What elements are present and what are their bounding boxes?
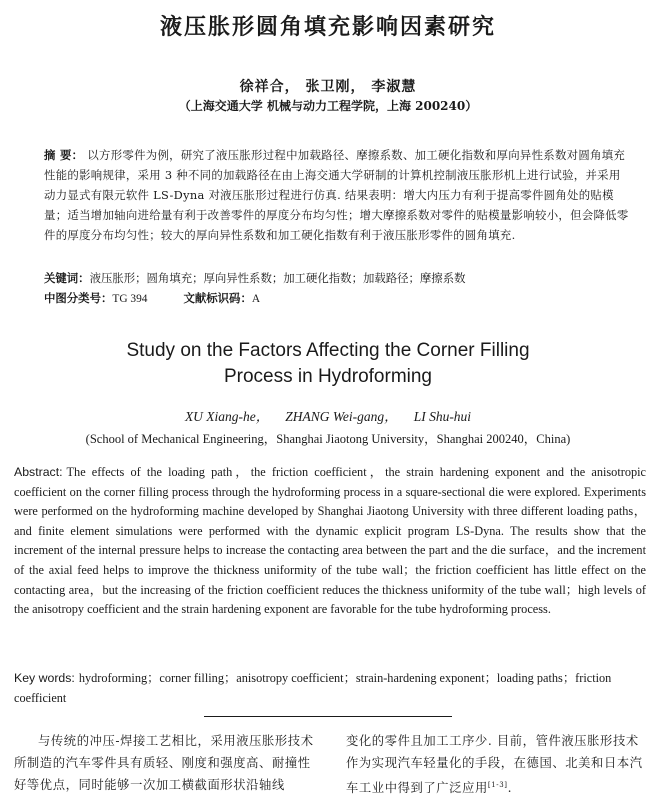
english-keywords-text: hydroforming；corner filling；anisotropy coefficient；strain-hardening exponent；loading paths；friction coefficient [14,671,612,705]
english-author-2: ZHANG Wei-gang， [285,409,398,424]
english-title-line-1: Study on the Factors Affecting the Corner Filling [126,340,530,361]
english-abstract [14,463,646,620]
chinese-abstract-text: 以方形零件为例，研究了液压胀形过程中加载路径、摩擦系数、加工硬化指数和厚向异性系数对圆角填充性能的影响规律，采用 3 种不同的加载路径在由上海交通大学研制的计算机控制液压胀形机上进行试验，并采用动力显式有限元软件 LS-Dyna 对液压胀形过程进行仿真. 结果表明：增大内压力有利于提高零件圆角处的贴模量；适当增加轴向进给量有利于改善零件的厚度分布均匀性；增大摩擦系数对零件的贴模量影响较小，但会降低零件的厚度分布均匀性；较大的厚向异性系数和加工硬化指数有利于液压胀形零件的圆角填充. [44,148,629,242]
english-affiliation: (School of Mechanical Engineering，Shanghai Jiaotong University，Shanghai 200240，China) [85,432,571,446]
chinese-keywords-text: 液压胀形；圆角填充；厚向异性系数；加工硬化指数；加载路径；摩擦系数 [89,271,466,285]
english-author-1: XU Xiang-he， [184,409,270,424]
chinese-affiliation: （上海交通大学 机械与动力工程学院，上海 200240） [178,99,478,113]
english-abstract-label: Abstract: [14,465,63,479]
chinese-abstract-label: 摘 要： [44,148,84,162]
body-column-right [346,730,648,799]
english-title [0,338,656,390]
chinese-keywords [44,270,629,286]
body-right-text: 变化的零件且加工工序少. 目前，管件液压胀形技术作为实现汽车轻量化的手段，在德国、北美和日本汽车工业中得到了广泛应用 [346,734,643,796]
classification-line [44,290,629,306]
document-code-label: 文献标识码： [183,291,252,305]
english-keywords [14,669,646,708]
document-code-value: A [251,293,261,305]
body-column-left: 与传统的冲压-焊接工艺相比，采用液压胀形技术所制造的汽车零件具有质轻、刚度和强度高、耐撞性好等优点，同时能够一次加工横截面形状沿轴线 [14,734,314,792]
chinese-abstract [44,145,629,245]
section-divider [204,716,452,717]
chinese-keywords-label: 关键词： [44,271,90,285]
citation-reference: [1-3] [487,781,508,789]
english-abstract-text: The effects of the loading path，the friction coefficient，the strain hardening exponent and the anisotropic coefficient on the corner filling process through the hydroforming process in a square-sectional die were explored. Experiments were performed on the hydroforming machine developed by Shanghai Jiaotong University with three different loading paths，and finite element simulations were performed with the dynamic explicit program LS-Dyna. The results show that the increment of the internal pressure helps to increase the contacting area between the part and the die surface，and the increment of the axial feed helps to improve the thickness uniformity of the tube wall；the friction coefficient has little effect on the contacting area，but the increasing of the friction coefficient reduces the thickness uniformity of the tube wall；high levels of the anisotropy coefficient and the strain hardening exponent are favorable for the tube hydroforming process. [14,465,646,617]
english-authors [0,405,656,425]
english-title-line-2: Process in Hydroforming [223,366,433,387]
chinese-title: 液压胀形圆角填充影响因素研究 [159,14,496,40]
chinese-authors: 徐祥合， 张卫刚， 李淑慧 [239,79,417,95]
classification-value: TG 394 [112,293,148,305]
body-right-end: . [507,781,513,796]
classification-label: 中图分类号： [44,291,113,305]
english-keywords-label: Key words: [14,671,75,685]
english-author-3: LI Shu-hui [413,409,472,424]
